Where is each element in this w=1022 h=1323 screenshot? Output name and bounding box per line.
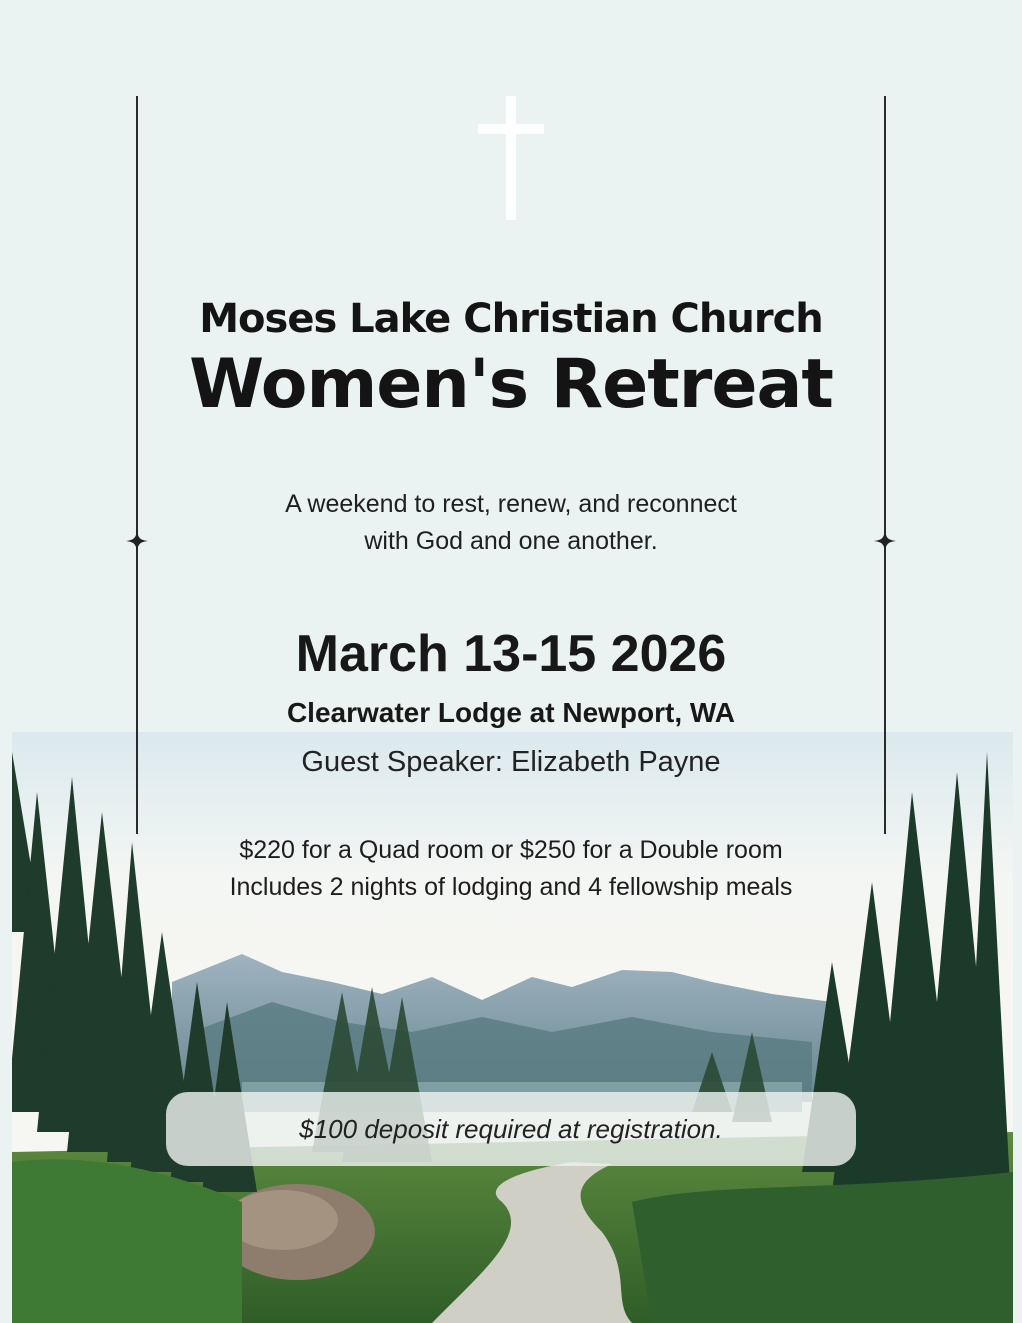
- event-title: Women's Retreat: [189, 345, 833, 424]
- mountain-trail-photo: [12, 732, 1013, 1323]
- pricing-line-2: Includes 2 nights of lodging and 4 fellowship meals: [229, 873, 793, 901]
- tagline: [0, 486, 1022, 560]
- pricing: [0, 832, 1022, 906]
- pricing-line-1: $220 for a Quad room or $250 for a Double room: [239, 836, 783, 864]
- event-location: Clearwater Lodge at Newport, WA: [286, 697, 736, 728]
- event-date: March 13-15 2026: [295, 625, 727, 683]
- deposit-banner: [166, 1092, 856, 1166]
- tagline-line-1: A weekend to rest, renew, and reconnect: [285, 490, 737, 518]
- cross-icon: [478, 96, 544, 220]
- deposit-text: $100 deposit required at registration.: [299, 1113, 723, 1144]
- church-name: Moses Lake Christian Church: [199, 296, 823, 342]
- guest-speaker: Guest Speaker: Elizabeth Payne: [301, 746, 721, 778]
- tagline-line-2: with God and one another.: [364, 527, 658, 555]
